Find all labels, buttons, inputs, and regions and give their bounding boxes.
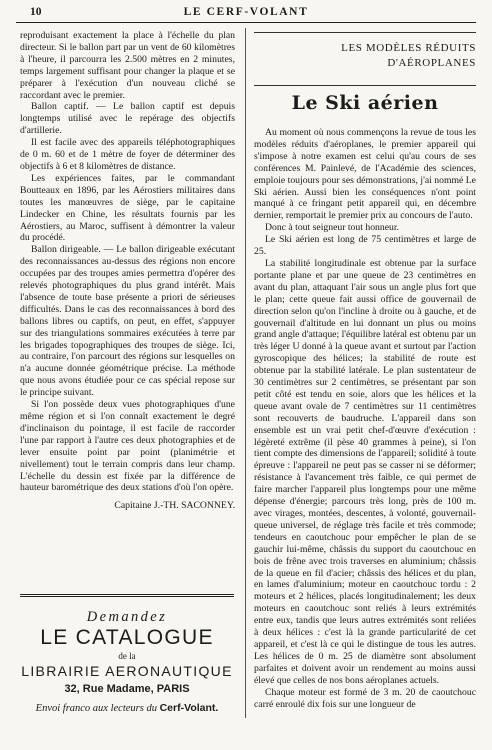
left-paragraph: Il est facile avec des appareils téléphotographiques de 0 m. 60 et de 1 mètre de foyer de déterminer des objectifs à 6 et 8 kilomètres de distance. [20, 137, 235, 172]
ad-shipping-text: Envoi franco aux lecteurs du [35, 703, 157, 714]
right-column [254, 127, 476, 710]
ad-librairie: LIBRAIRIE AERONAUTIQUE [21, 663, 233, 679]
section-rule-top [254, 32, 476, 33]
header-rule [16, 22, 476, 23]
left-paragraph: Les expériences faites, par le commandant Boutteaux en 1896, par les Aérostiers militaires dans toutes les manœuvres de siège, par le capitaine Lindecker en Chine, les résultats fournis par les Aérostiers, au Maroc, suffisent à démontrer la valeur du procédé. [20, 172, 235, 244]
article-title: Le Ski aérien [291, 92, 439, 114]
journal-title: LE CERF-VOLANT [183, 6, 309, 18]
column-divider [245, 28, 246, 718]
left-paragraph: Ballon captif. — Le ballon captif est depuis longtemps utilisé avec le repérage des objectifs d'artillerie. [20, 101, 235, 137]
left-paragraph: reproduisant exactement la place à l'échelle du plan directeur. Si le ballon part par un vent de 60 kilomètres à l'heure, il parcourra les 2.500 mètres en 2 minutes, temps largement suffisant pour changer la plaque et se préparer à l'exécution d'un nouveau cliché se raccordant avec le premier. [20, 30, 235, 101]
right-paragraph: Au moment où nous commençons la revue de tous les modèles réduits d'aéroplanes, le premier appareil qui s'impose à notre examen est celui qu'au cours de ses conférences M. Painlevé, de l'Académie des sciences, emploie toujours pour ses démonstrations, j'ai nommé Le Ski aérien. Aussi bien les conséquences n'ont point manqué à ce fringant petit appareil qui, en décembre dernier, remportait le premier prix au concours de l'auto. [254, 127, 476, 222]
right-paragraph: Chaque moteur est formé de 3 m. 20 de caoutchouc carré enroulé dix fois sur une longueur de [254, 686, 476, 710]
ad-demandez: Demandez [86, 609, 168, 625]
ad-brand: Cerf-Volant. [159, 702, 219, 714]
right-paragraph: Le Ski aérien est long de 75 centimètres et large de 25. [254, 234, 476, 258]
section-heading-line1: LES MODÈLES RÉDUITS [341, 42, 476, 54]
left-paragraph: Si l'on possède deux vues photographiques d'une même région et si l'on connaît exactement le degré d'inclinaison du pointage, il est facile de raccorder l'une par rapport à l'autre ces deux photographies et de lever ensuite point par point (planimétrie et nivellement) tout le terrain compris dans leur champ. L'échelle du dessin est fixée par la différence de hauteur barométrique des deux stations d'où l'on opère. [20, 399, 235, 494]
ad-de-la: de la [118, 651, 136, 661]
left-column [20, 30, 235, 512]
ad-shipping-note [20, 702, 234, 714]
catalogue-advertisement [20, 594, 234, 718]
left-paragraph: Ballon dirigeable. — Le ballon dirigeable exécutant des reconnaissances au-dessus des régions non encore occupées par des troupes amies permettra d'opérer des relevés photographiques du plus grand intérêt. Mais l'absence de toute base présente a priori de sérieuses difficultés. Dans le cas des reconnaissances à bord des ballons libres ou captifs, on peut, en effet, s'appuyer sur des triangulations sommaires exécutées à terre par les brigades topographiques des troupes de siège. Ici, au contraire, l'on parcourt des régions sur lesquelles on n'a aucune donnée géométrique précise. La méthode que nous avons étudiée pour ce cas spécial repose sur le principe suivant. [20, 244, 235, 399]
page-header [16, 6, 476, 26]
ad-address: 32, Rue Madame, PARIS [64, 683, 190, 695]
section-rule-bottom [254, 85, 476, 86]
right-paragraph: Donc à tout seigneur tout honneur. [265, 222, 399, 234]
section-heading-line2: D'AÉROPLANES [387, 57, 476, 69]
right-paragraph: La stabilité longitudinale est obtenue par la surface portante plane et par une queue de 23 centimètres en avant du plan, attaquant l'air sous un angle plus fort que le plan; cette queue fait aussi office de gouvernail de direction selon qu'on l'incline à droite ou à gauche, et de gouvernail d'altitude en lui donnant un plus ou moins grand angle d'attaque; l'équilibre latéral est obtenu par un très léger U donné à la queue avant et surtout par l'action gyroscopique des hélices; la stabilité de route est obtenue par la stabilité latérale. Le plan sustentateur de 30 centimètres sur 2 centimètres, se présentant par son petit côté est tendu en soie, alors que les hélices et la queue avant ovale de 7 centimètres sur 11 centimètres sont recouverts de baudruche. L'appareil dans son ensemble est un vrai petit chef-d'œuvre d'exécution : légèreté extrême (il pèse 40 grammes à peine), si l'on tient compte des dimensions de l'appareil; solidité à toute épreuve : l'appareil ne peut pas se casser ni se déformer; résistance à l'avancement très faible, ce qui permet de faire marcher l'appareil plus longtemps pour une même dépense d'énergie; parcours très long, près de 100 m. avec virages, montées, descentes, à volonté, gouvernail-queue universel, de réglage très facile et très commode; tendeurs en caoutchouc pour empêcher le plan de se gauchir lui-même, châssis du support du caoutchouc en bois de frêne avec trois traverses en aluminium; châssis de la queue en fil d'acier; châssis des hélices et du plan, en lames d'aluminium; moteur en caoutchouc tordu : 2 moteurs et 2 hélices, placés longitudinalement; les deux moteurs en caoutchouc sont reliés à leurs extrémités entre eux, tandis que leurs autres extrémités sont reliées à deux hélices : c'est là la grande particularité de cet appareil, et c'est là ce qui le distingue de tous les autres. Les hélices de 0 m. 25 de diamètre sont absolument parfaites et doivent avoir un rendement au moins aussi élevé que celles de nos bons aéroplanes actuels. [254, 257, 476, 686]
page-number: 10 [30, 6, 42, 18]
ad-catalogue: LE CATALOGUE [40, 626, 214, 649]
section-heading [254, 42, 476, 82]
author-signature: Capitaine J.-TH. SACONNEY. [114, 500, 235, 512]
